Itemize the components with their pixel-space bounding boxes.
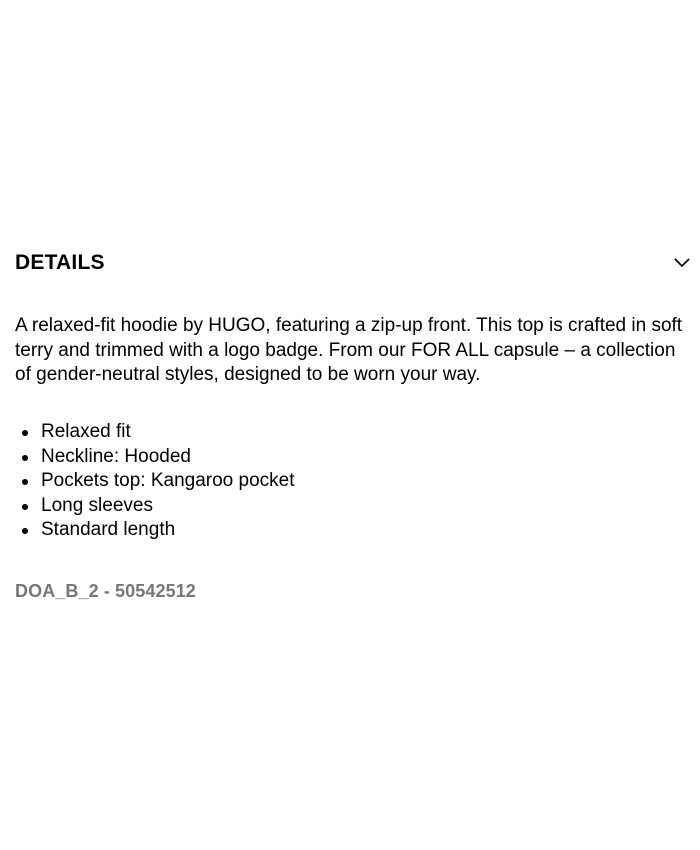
feature-item: Pockets top: Kangaroo pocket <box>15 469 295 494</box>
feature-item: Long sleeves <box>15 494 295 519</box>
details-title: DETAILS <box>15 251 105 274</box>
feature-item: Relaxed fit <box>15 420 295 445</box>
chevron-down-icon-svg <box>674 258 690 268</box>
details-accordion-header[interactable] <box>15 248 695 278</box>
feature-item: Neckline: Hooded <box>15 445 295 470</box>
product-code: DOA_B_2 - 50542512 <box>15 581 196 601</box>
chevron-down-icon[interactable] <box>673 254 691 272</box>
product-description: A relaxed-fit hoodie by HUGO, featuring a zip-up front. This top is crafted in soft terry and trimmed with a logo badge. From our FOR ALL capsule – a collection of gender-neutral styles, designed to be worn your way. <box>15 315 683 385</box>
feature-item: Standard length <box>15 518 295 543</box>
feature-list <box>15 420 295 543</box>
